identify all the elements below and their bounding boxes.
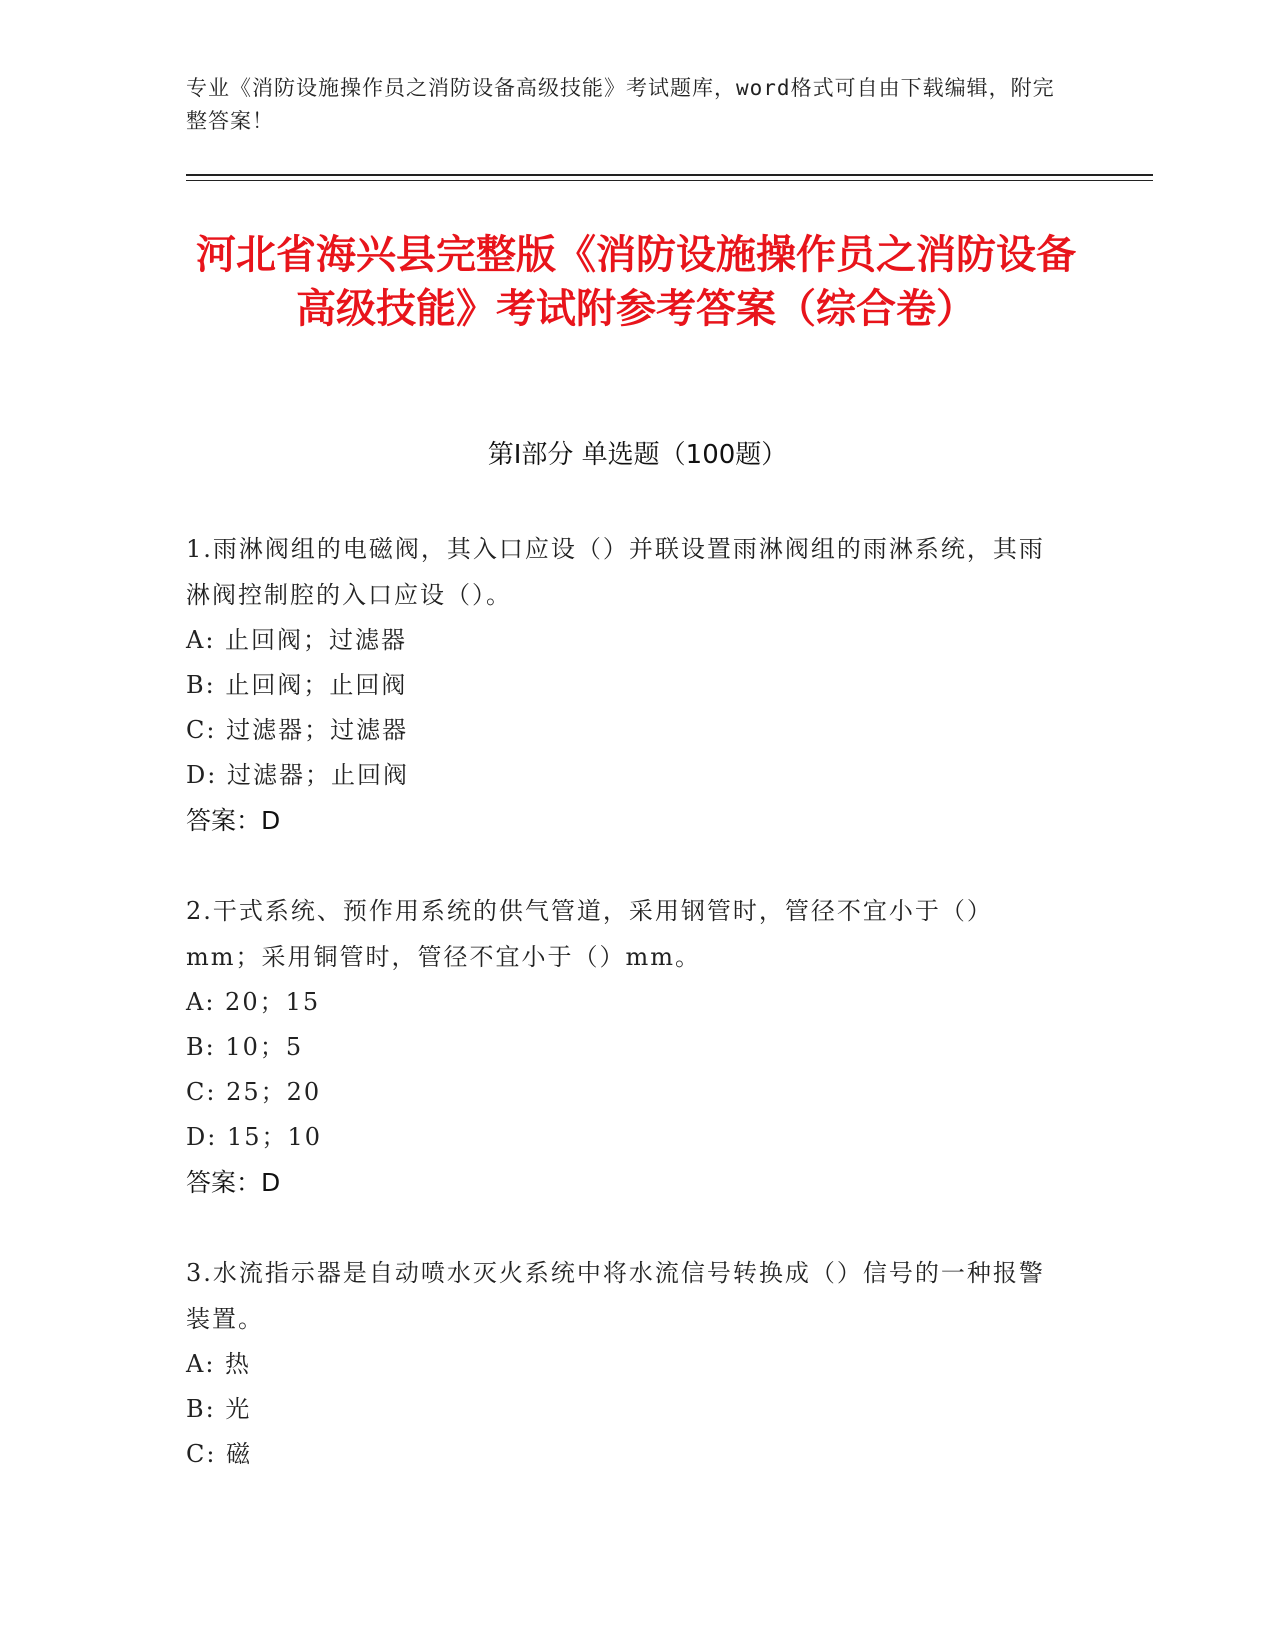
section-heading: 第Ⅰ部分 单选题（100题） [487, 440, 788, 470]
document-title: 河北省海兴县完整版《消防设施操作员之消防设备高级技能》考试附参考答案（综合卷） [196, 232, 1076, 332]
option-b: B: 止回阀；止回阀 [186, 671, 408, 699]
option-d: D: 过滤器；止回阀 [186, 761, 409, 789]
answer: 答案：D [186, 806, 281, 835]
option-a: A: 止回阀；过滤器 [186, 626, 408, 654]
header-rule-thick [186, 174, 1153, 176]
option-c: C: 25；20 [186, 1078, 322, 1106]
question-stem: 3.水流指示器是自动喷水灭火系统中将水流信号转换成（）信号的一种报警装置。 [186, 1259, 1045, 1333]
question-1 [186, 526, 1066, 843]
option-b: B: 光 [186, 1395, 252, 1423]
question-stem: 2.干式系统、预作用系统的供气管道，采用钢管时，管径不宜小于（）mm；采用铜管时，管径不宜小于（）mm。 [186, 897, 993, 971]
question-2 [186, 888, 1066, 1205]
answer: 答案：D [186, 1168, 281, 1197]
option-c: C: 磁 [186, 1440, 253, 1468]
option-b: B: 10；5 [186, 1033, 304, 1061]
question-list [186, 526, 1066, 1522]
option-d: D: 15；10 [186, 1123, 323, 1151]
question-3 [186, 1250, 1066, 1477]
option-c: C: 过滤器；过滤器 [186, 716, 409, 744]
question-stem: 1.雨淋阀组的电磁阀，其入口应设（）并联设置雨淋阀组的雨淋系统，其雨淋阀控制腔的入口应设（）。 [186, 535, 1045, 609]
header-note: 专业《消防设施操作员之消防设备高级技能》考试题库，word格式可自由下载编辑，附完整答案！ [186, 76, 1055, 133]
option-a: A: 20；15 [186, 988, 321, 1016]
option-a: A: 热 [186, 1350, 252, 1378]
header-rule-thin [186, 180, 1153, 181]
